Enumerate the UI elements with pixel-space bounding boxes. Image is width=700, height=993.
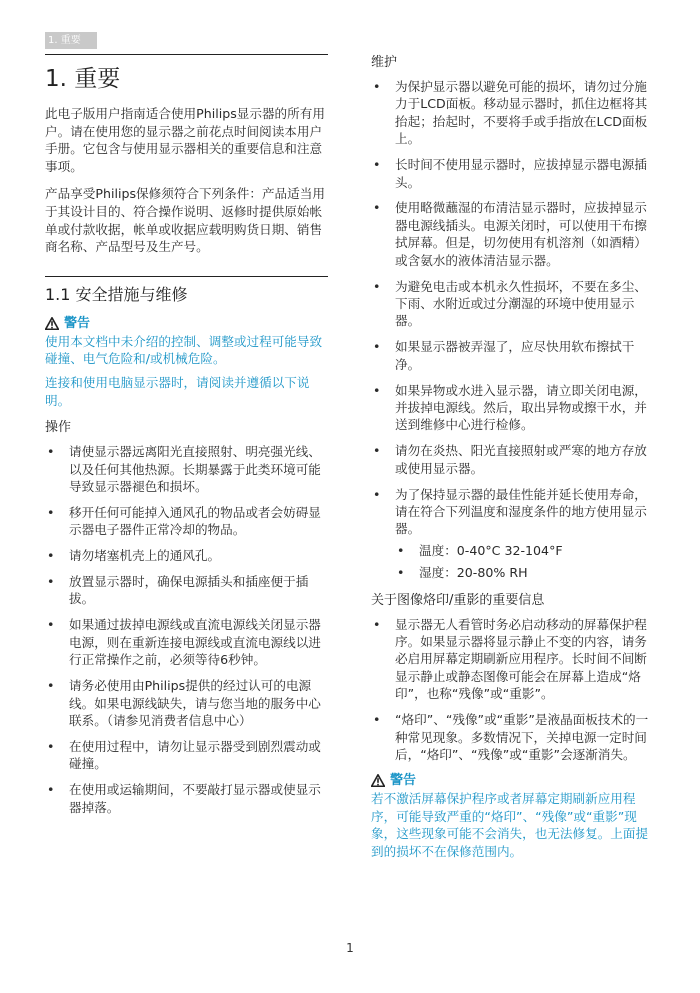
list-item: • 使用略微蘸湿的布清洁显示器时，应拔掉显示器电源线插头。电源关闭时，可以使用干布擦拭屏幕。但是，切勿使用有机溶剂（如酒精）或含氨水的液体清洁显示器。 <box>373 200 647 268</box>
list-item: • 长时间不使用显示器时，应拔掉显示器电源插头。 <box>373 157 647 190</box>
condition-temperature: • 温度：0-40°C 32-104°F <box>397 542 563 558</box>
condition-humidity: • 湿度：20-80% RH <box>397 565 528 581</box>
warning-heading <box>371 772 651 790</box>
warning-label: 警告 <box>64 315 91 331</box>
warning-text: 使用本文档中未介绍的控制、调整或过程可能导致碰撞、电气危险和/或机械危险。 <box>45 333 323 367</box>
list-item: • 移开任何可能掉入通风孔的物品或者会妨碍显示器电子器件正常冷却的物品。 <box>47 504 321 538</box>
operation-list <box>45 443 328 816</box>
subsection-title: 1.1 安全措施与维修 <box>45 284 188 304</box>
left-column <box>45 54 328 824</box>
list-item: • 在使用或运输期间，不要敲打显示器或使显示器掉落。 <box>47 782 321 815</box>
intro-paragraph: 此电子版用户指南适合使用Philips显示器的所有用户。请在使用您的显示器之前花点时间阅读本用户手册。它包含与使用显示器相关的重要信息和注意事项。 <box>45 106 325 174</box>
list-item: • 在使用过程中，请勿让显示器受到剧烈震动或碰撞。 <box>47 738 321 772</box>
warning-icon <box>45 317 59 330</box>
title-rule <box>45 54 328 55</box>
list-item: • 如果通过拔掉电源线或直流电源线关闭显示器电源，则在重新连接电源线或直流电源线以进行正常操作之前，必须等待6秒钟。 <box>47 617 321 668</box>
list-item: • 请勿在炎热、阳光直接照射或严寒的地方存放或使用显示器。 <box>373 443 647 476</box>
conditions-list <box>395 542 651 582</box>
maintenance-list <box>371 78 651 582</box>
warning-heading <box>45 315 328 333</box>
list-item: • “烙印”、“残像”或“重影”是液晶面板技术的一种常见现象。多数情况下，关掉电源一定时间后，“烙印”、“残像”或“重影”会逐渐消失。 <box>373 712 649 762</box>
section-tab: 1. 重要 <box>45 32 97 49</box>
warning-label: 警告 <box>390 772 417 788</box>
warning-text: 若不激活屏幕保护程序或者屏幕定期刷新应用程序，可能导致严重的“烙印”、“残像”或“重影”现象，这些现象可能不会消失，也无法修复。上面提到的损坏不在保修范围内。 <box>371 790 649 859</box>
subsection-rule <box>45 276 328 277</box>
warranty-paragraph: 产品享受Philips保修须符合下列条件：产品适当用于其设计目的、符合操作说明、返修时提供原始帐单或付款收据，帐单或收据应载明购货日期、销售商名称、产品型号及生产号。 <box>45 186 325 255</box>
list-item: • 如果显示器被弄湿了，应尽快用软布擦拭干净。 <box>373 339 635 372</box>
list-item: • 如果异物或水进入显示器，请立即关闭电源，并拔掉电源线。然后，取出异物或擦干水，并送到维修中心进行检修。 <box>373 382 647 433</box>
list-item: • 请使显示器远离阳光直接照射、明亮强光线、以及任何其他热源。长期暴露于此类环境可能导致显示器褪色和损坏。 <box>47 444 321 494</box>
warning-text: 连接和使用电脑显示器时，请阅读并遵循以下说明。 <box>45 374 310 408</box>
burnin-heading: 关于图像烙印/重影的重要信息 <box>371 592 545 608</box>
page-title: 1. 重要 <box>45 66 121 92</box>
maintenance-heading: 维护 <box>371 55 398 70</box>
page-number: 1 <box>346 941 354 955</box>
list-item: • 为保护显示器以避免可能的损坏，请勿过分施力于LCD面板。移动显示器时，抓住边框将其抬起；抬起时，不要将手或手指放在LCD面板上。 <box>373 79 648 147</box>
right-column <box>371 54 651 866</box>
operation-heading: 操作 <box>45 420 72 436</box>
list-item: • 放置显示器时，确保电源插头和插座便于插拔。 <box>47 574 309 607</box>
list-item: • 显示器无人看管时务必启动移动的屏幕保护程序。如果显示器将显示静止不变的内容，请务必启用屏幕定期刷新应用程序。长时间不间断显示静止或静态图像可能会在屏幕上造成“烙印”，也称“残像”或“重影”。 <box>373 616 647 702</box>
list-item: • 请勿堵塞机壳上的通风孔。 <box>47 548 221 564</box>
warning-icon <box>371 774 385 787</box>
list-item: • 请务必使用由Philips提供的经过认可的电源线。如果电源线缺失，请与您当地的服务中心联系。（请参见消费者信息中心） <box>47 678 321 728</box>
list-item: • 为了保持显示器的最佳性能并延长使用寿命，请在符合下列温度和湿度条件的地方使用显示器。 • 温度：0-40°C 32-104°F • 湿度：20-80% RH <box>371 486 651 582</box>
burnin-list <box>371 616 651 764</box>
list-item: • 为避免电击或本机永久性损坏，不要在多尘、下雨、水附近或过分潮湿的环境中使用显示器。 <box>373 278 647 329</box>
